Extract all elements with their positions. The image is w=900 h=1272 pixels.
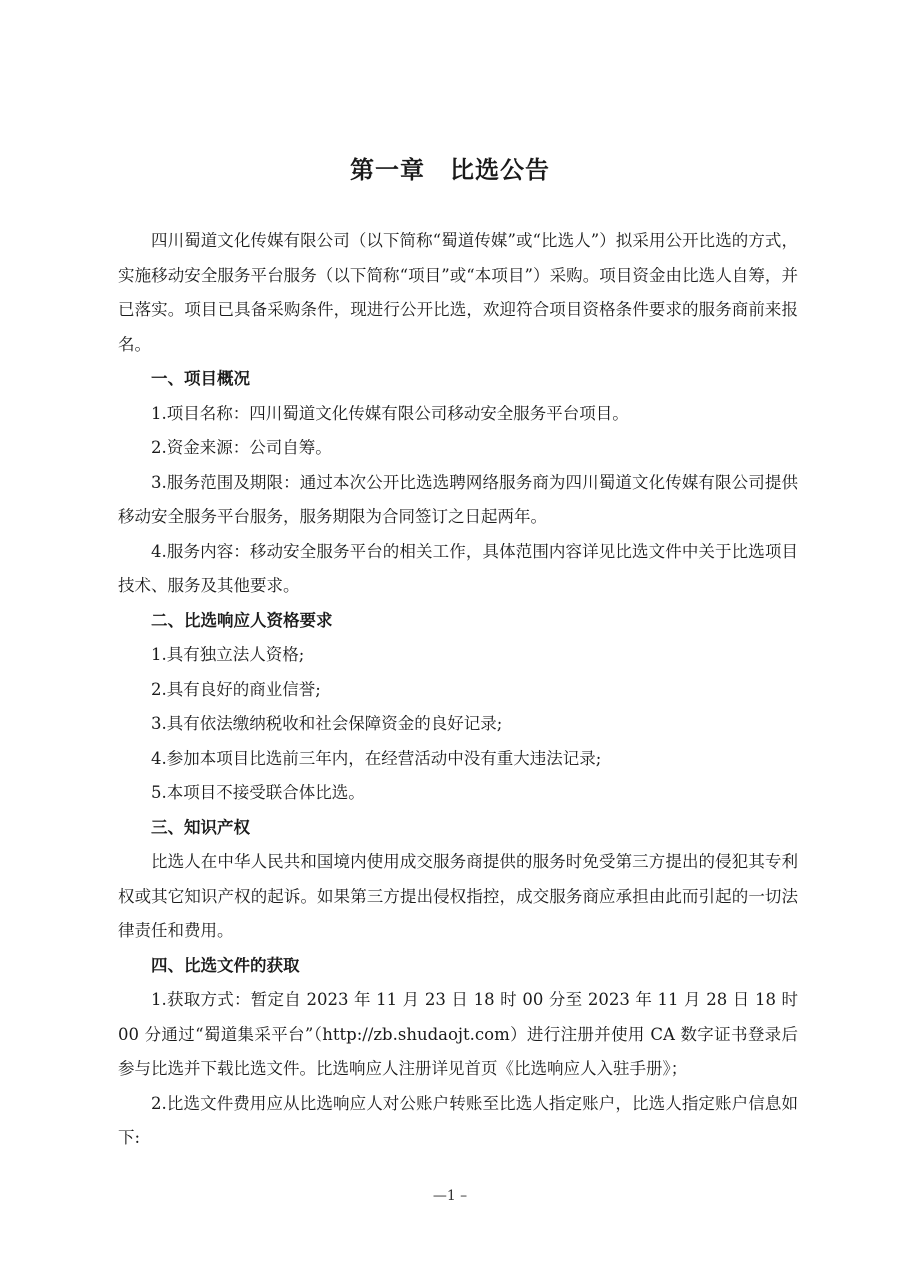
chapter-title: 第一章 比选公告: [350, 155, 550, 184]
page-number: —1 –: [432, 1188, 468, 1204]
section-heading-overview: 一、项目概况: [151, 369, 250, 388]
paragraph: 比选人在中华人民共和国境内使用成交服务商提供的服务时免受第三方提出的侵犯其专利权或其它知识产权的起诉。如果第三方提出侵权指控，成交服务商应承担由此而引起的一切法律责任和费用。: [118, 852, 798, 940]
paragraph: 1.具有独立法人资格;: [151, 645, 305, 664]
section-heading-document-acquisition: 四、比选文件的获取: [151, 955, 300, 975]
paragraph: 3.服务范围及期限：通过本次公开比选选聘网络服务商为四川蜀道文化传媒有限公司提供移动安全服务平台服务，服务期限为合同签订之日起两年。: [118, 472, 798, 526]
paragraph: 1.获取方式：暂定自 2023 年 11 月 23 日 18 时 00 分至 2023 年 11 月 28 日 18 时 00 分通过“蜀道集采平台”（http://zb.shudaojt.com）进行注册并使用 CA 数字证书登录后参与比选并下载比选文件。比选响应人注册详见首页《比选响应人入驻手册》；: [118, 990, 798, 1078]
paragraph: 2.具有良好的商业信誉;: [151, 679, 321, 699]
document-body: [118, 224, 798, 1156]
paragraph: 1.项目名称：四川蜀道文化传媒有限公司移动安全服务平台项目。: [151, 403, 629, 423]
paragraph: 2.比选文件费用应从比选响应人对公账户转账至比选人指定账户，比选人指定账户信息如下:: [118, 1093, 798, 1147]
paragraph: 4.服务内容：移动安全服务平台的相关工作，具体范围内容详见比选文件中关于比选项目技术、服务及其他要求。: [118, 541, 798, 595]
section-heading-qualifications: 二、比选响应人资格要求: [151, 610, 333, 630]
paragraph: 3.具有依法缴纳税收和社会保障资金的良好记录;: [151, 714, 503, 733]
paragraph: 5.本项目不接受联合体比选。: [151, 783, 365, 802]
section-heading-ip: 三、知识产权: [151, 817, 250, 837]
paragraph: 2.资金来源：公司自筹。: [151, 438, 332, 457]
paragraph: 4.参加本项目比选前三年内，在经营活动中没有重大违法记录;: [151, 748, 602, 768]
intro-paragraph: 四川蜀道文化传媒有限公司（以下简称“蜀道传媒”或“比选人”）拟采用公开比选的方式，实施移动安全服务平台服务（以下简称“项目”或“本项目”）采购。项目资金由比选人自筹，并已落实。项目已具备采购条件，现进行公开比选，欢迎符合项目资格条件要求的服务商前来报名。: [118, 231, 798, 354]
